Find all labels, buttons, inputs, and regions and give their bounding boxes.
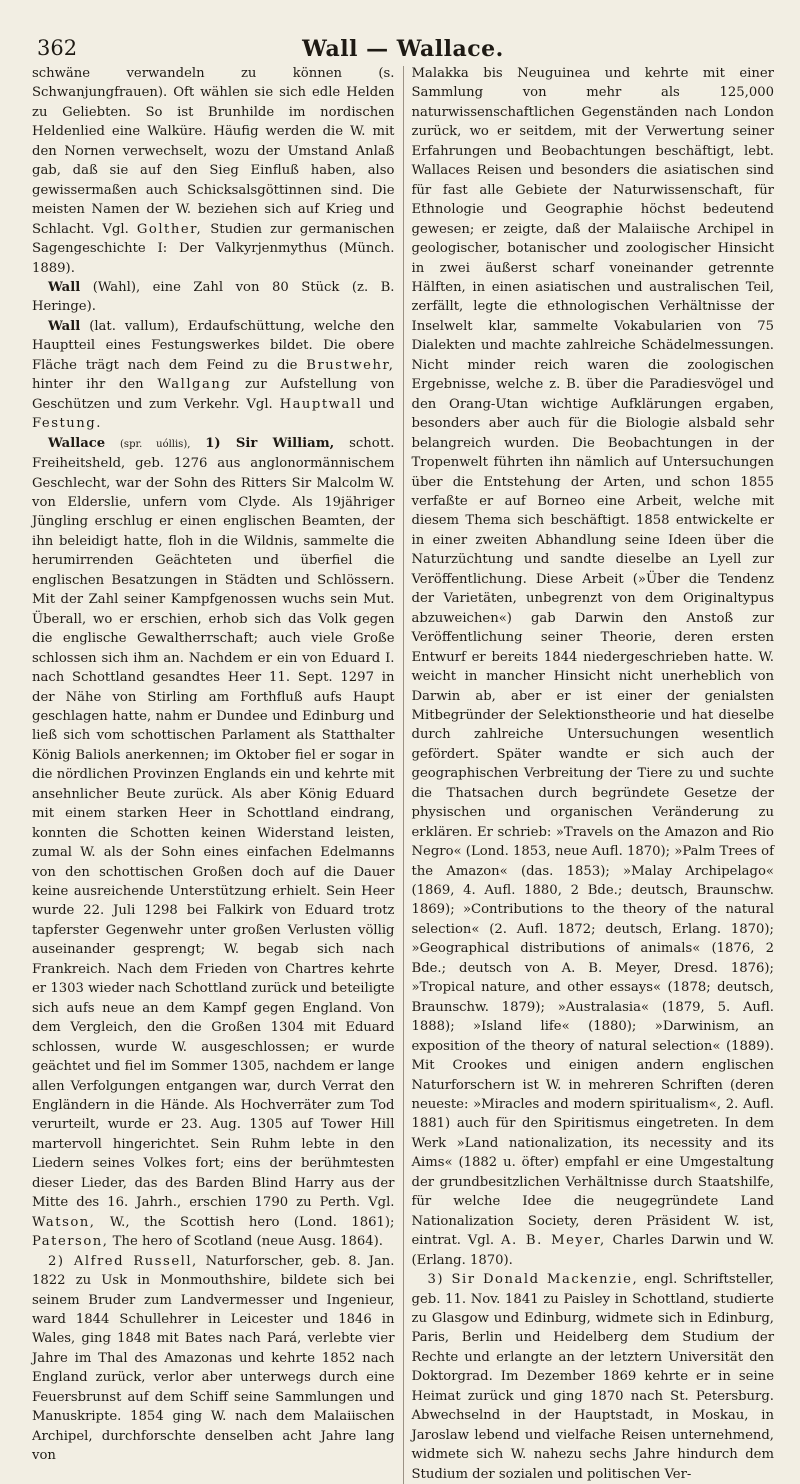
entry-wallace-donald: 3) Sir Donald Mackenzie, engl. Schriftsteller, geb. 11. Nov. 1841 zu Paisley in Schottland, studierte zu Glasgow und Edinburg, widmete sich in Edinburg, Paris, Berlin und Heidelberg dem Studium der Rechte und erlangte an der letztern Universität den Doktorgrad. Im Dezember 1869 kehrte er in seine Heimat zurück und ging 1870 nach St. Petersburg. Abwechselnd in der Hauptstadt, in Moskau, in Jaroslaw lebend und vielfache Reisen unternehmend, widmete sich W. nahezu sechs Jahre hindurch dem Studium der sozialen und politischen Ver- [411,1272,774,1482]
left-column [32,64,395,1484]
column-divider [403,66,404,1484]
entry-wall-rampart: Wall (lat. vallum), Erdaufschüttung, welche den Hauptteil eines Festungswerkes bildet. Die obere Fläche trägt nach dem Feind zu die Brustwehr, hinter ihr den Wallgang zur Aufstellung von Geschützen und zum Verkehr. Vgl. Hauptwall und Festung. [32,318,395,432]
entry-continuation: schwäne verwandeln zu können (s. Schwanjungfrauen). Oft wählen sie sich edle Helden zu Geliebten. So ist Brunhilde im nordischen Heldenlied eine Walküre. Häufig werden die W. mit den Nornen verwechselt, wozu der Umstand Anlaß gab, daß sie auf den Sieg Einfluß haben, also gewissermaßen auch Schicksalsgöttinnen sind. Die meisten Namen der W. beziehen sich auf Krieg und Schlacht. Vgl. Golther, Studien zur germanischen Sagengeschichte I: Der Valkyrjenmythus (Münch. 1889). [32,66,395,276]
headword: Wall [48,318,81,334]
entry-wallace-alfred: 2) Alfred Russell, Naturforscher, geb. 8. Jan. 1822 zu Usk in Monmouthshire, bildete sich bei seinem Bruder zum Landvermesser und Ingenieur, ward 1844 Schullehrer in Leicester und 1846 in Wales, ging 1848 mit Bates nach Pará, verlebte vier Jahre im Thal des Amazonas und kehrte 1852 nach England zurück, verlor aber unterwegs durch eine Feuersbrunst auf dem Schiff seine Sammlungen und Manuskripte. 1854 ging W. nach dem Malaiischen Archipel, durchforschte denselben acht Jahre lang von [32,1253,395,1464]
running-head: Wall — Wallace. [302,36,504,62]
text-columns [32,64,774,1484]
entry-continuation: Malakka bis Neuguinea und kehrte mit einer Sammlung von mehr als 125,000 naturwissenschaftlichen Gegenständen nach London zurück, wo er seitdem, mit der Verwertung seiner Erfahrungen und Beobachtungen beschäftigt, lebt. Wallaces Reisen und besonders die asiatischen sind für fast alle Gebiete der Naturwissenschaft, für Ethnologie und Geographie höchst bedeutend gewesen; er zeigte, daß der Malaiische Archipel in geologischer, botanischer und zoologischer Hinsicht in zwei äußerst scharf voneinander getrennte Hälften, in einen asiatischen und australischen Teil, zerfällt, legte die ethnologischen Verhältnisse der Inselwelt klar, sammelte Vokabularien von 75 Dialekten und machte zahlreiche Schädelmessungen. Nicht minder reich waren die zoologischen Ergebnisse, welche z. B. über die Paradiesvögel und den Orang-Utan wichtige Aufklärungen ergaben, besonders aber auch für die Biologie alsbald sehr belangreich wurden. Die Beobachtungen in der Tropenwelt führten ihn nämlich auf Untersuchungen über die Entstehung der Arten, und schon 1855 verfaßte er auf Borneo eine Arbeit, welche mit diesem Thema sich beschäftigt. 1858 entwickelte er in einer zweiten Abhandlung seine Ideen über die Naturzüchtung und sandte dieselbe an Lyell zur Veröffentlichung. Diese Arbeit (»Über die Tendenz der Varietäten, unbegrenzt von dem Originaltypus abzuweichen«) gab Darwin den Anstoß zur Veröffentlichung seiner Theorie, deren ersten Entwurf er bereits 1844 niedergeschrieben hatte. W. weicht in mancher Hinsicht nicht unerheblich von Darwin ab, aber er ist einer der genialsten Mitbegründer der Selektionstheorie und hat dieselbe durch zahlreiche Untersuchungen wesentlich gefördert. Später wandte er sich auch der geographischen Verbreitung der Tiere zu und suchte die Thatsachen durch begründete Gesetze der physischen und organischen Veränderung zu erklären. Er schrieb: »Travels on the Amazon and Rio Negro« (Lond. 1853, neue Aufl. 1870); »Palm Trees of the Amazon« (das. 1853); »Malay Archipelago« (1869, 4. Aufl. 1880, 2 Bde.; deutsch, Braunschw. 1869); »Contributions to the theory of the natural selection« (2. Aufl. 1872; deutsch, Erlang. 1870); »Geographical distributions of animals« (1876, 2 Bde.; deutsch von A. B. Meyer, Dresd. 1876); »Tropical nature, and other essays« (1878; deutsch, Braunschw. 1879); »Australasia« (1879, 5. Aufl. 1888); »Island life« (1880); »Darwinism, an exposition of the theory of natural selection« (1889). Mit Crookes und einigen andern englischen Naturforschern ist W. in mehreren Schriften (deren neueste: »Miracles and modern spiritualism«, 2. Aufl. 1881) auch für den Spiritismus eingetreten. In dem Werk »Land nationalization, its necessity and its Aims« (1882 u. öfter) empfahl er eine Umgestaltung der grundbesitzlichen Verhältnisse durch Staatshilfe, für welche Idee die neugegründete Land Nationalization Society, deren Präsident W. ist, eintrat. Vgl. A. B. Meyer, Charles Darwin und W. (Erlang. 1870). [411,66,775,1268]
entry-wall-count: Wall (Wahl), eine Zahl von 80 Stück (z. B. Heringe). [32,279,395,315]
right-column [412,64,775,1484]
headword: Wallace [48,435,106,451]
entry-wallace-william: Wallace (spr. uóllis), 1) Sir William, schott. Freiheitsheld, geb. 1276 aus anglonormännischem Geschlecht, war der Sohn des Ritters Sir Malcolm W. von Elderslie, unfern vom Clyde. Als 19jähriger Jüngling erschlug er einen englischen Beamten, der ihn beleidigt hatte, floh in die Wildnis, sammelte die herumirrenden Geächteten und überfiel die englischen Besatzungen in Städten und Schlössern. Mit der Zahl seiner Kampfgenossen wuchs sein Mut. Überall, wo er erschien, erhob sich das Volk gegen die englische Gewaltherrschaft; auch viele Große schlossen sich ihm an. Nachdem er ein von Eduard I. nach Schottland gesandtes Heer 11. Sept. 1297 in der Nähe von Stirling am Forthfluß aufs Haupt geschlagen hatte, nahm er Dundee und Edinburg und ließ sich vom schottischen Parlament als Statthalter König Baliols anerkennen; im Oktober fiel er sogar in die nördlichen Provinzen Englands ein und kehrte mit ansehnlicher Beute zurück. Als aber König Eduard mit einem starken Heer in Schottland eindrang, konnten die Schotten keinen Widerstand leisten, zumal W. als der Sohn eines einfachen Edelmanns von den schottischen Großen doch auf die Dauer keine ausreichende Unterstützung erhielt. Sein Heer wurde 22. Juli 1298 bei Falkirk von Eduard trotz tapferster Gegenwehr unter großen Verlusten völlig auseinander gesprengt; W. begab sich nach Frankreich. Nach dem Frieden von Chartres kehrte er 1303 wieder nach Schottland zurück und beteiligte sich aufs neue an dem Kampf gegen England. Von dem Vergleich, den die Großen 1304 mit Eduard schlossen, wurde W. ausgeschlossen; er wurde geächtet und fiel im Sommer 1305, nachdem er lange allen Verfolgungen entgangen war, durch Verrat den Engländern in die Hände. Als Hochverräter zum Tod verurteilt, wurde er 23. Aug. 1305 auf Tower Hill martervoll hingerichtet. Sein Ruhm lebte in den Liedern seines Volkes fort; eins der berühmtesten dieser Lieder, das des Barden Blind Harry aus der Mitte des 16. Jahrh., erschien 1790 zu Perth. Vgl. Watson, W., the Scottish hero (Lond. 1861); Paterson, The hero of Scotland (neue Ausg. 1864). [32,435,395,1250]
page-number: 362 [37,36,78,60]
headword: Wall [48,279,81,295]
page-header [32,0,774,64]
